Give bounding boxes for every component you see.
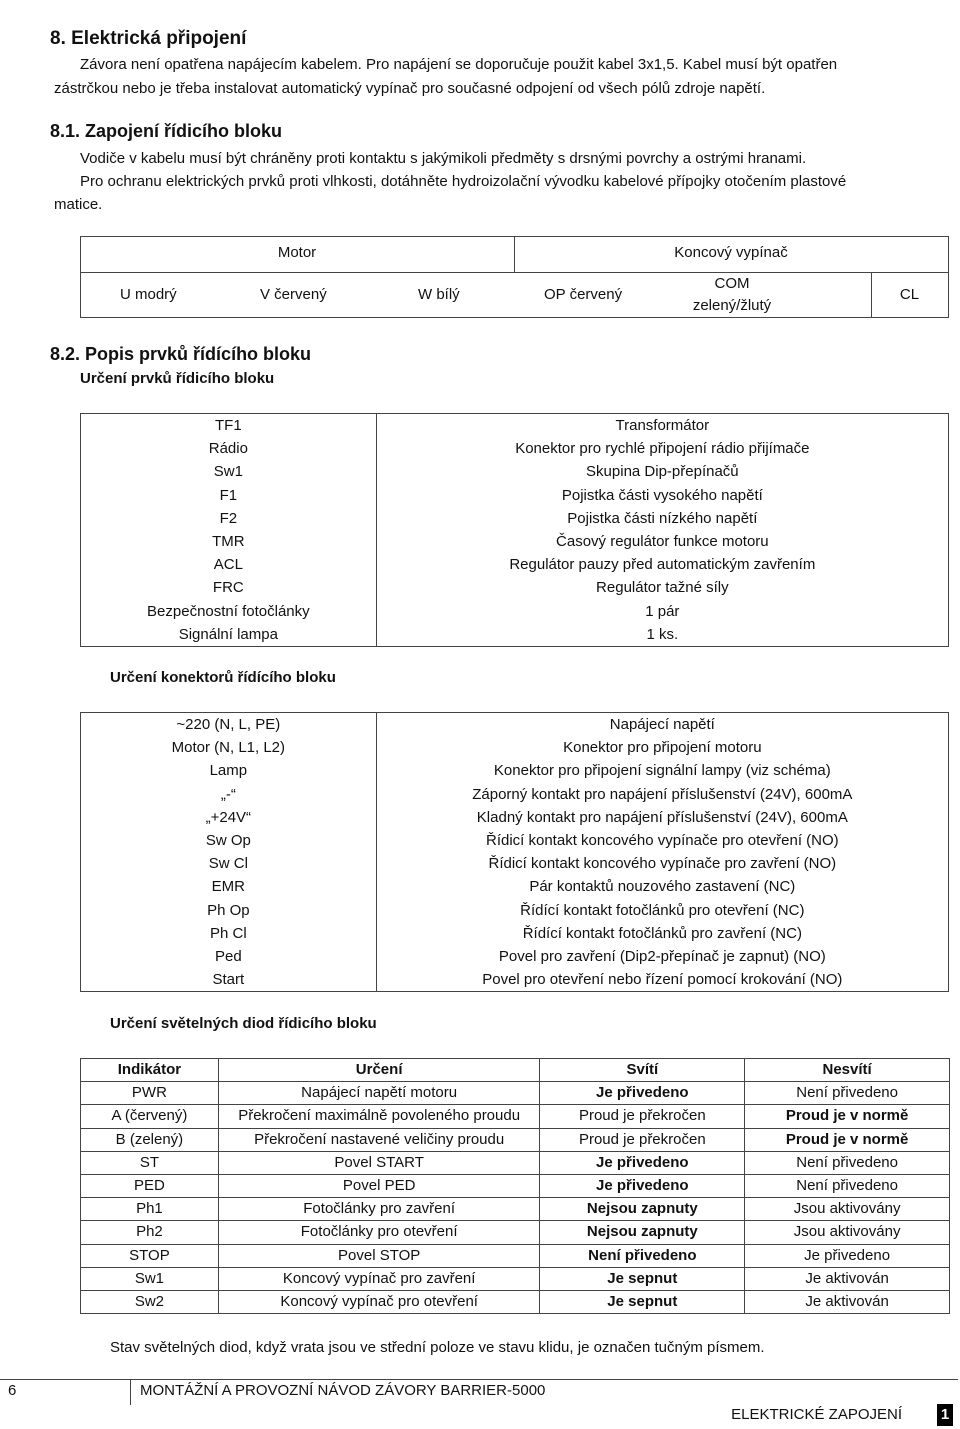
led-off-state: Jsou aktivovány — [745, 1221, 950, 1244]
paragraph-1: Vodiče v kabelu musí být chráněny proti kontaktu s jakýmikoli předměty s drsnými povrchy a ostrými hranami. — [80, 150, 807, 167]
table-row — [81, 829, 949, 852]
connector-description: Konektor pro připojení signální lampy (viz schéma) — [376, 759, 948, 782]
led-indicator: PWR — [81, 1082, 219, 1105]
led-col-purpose: Určení — [218, 1059, 540, 1082]
table-row — [81, 437, 949, 460]
connector-key: ~220 (N, L, PE) — [81, 713, 377, 737]
led-off-state: Je přivedeno — [745, 1244, 950, 1267]
intro-line-1: Závora není opatřena napájecím kabelem. Pro napájení se doporučuje použit kabel 3x1,5. Kabel musí být opatřen — [80, 56, 838, 73]
led-purpose: Koncový vypínač pro otevření — [218, 1290, 540, 1313]
element-description: 1 ks. — [376, 623, 948, 647]
element-description: Regulátor tažné síly — [376, 576, 948, 599]
element-key: FRC — [81, 576, 377, 599]
element-description: Pojistka části vysokého napětí — [376, 484, 948, 507]
led-indicator: ST — [81, 1151, 219, 1174]
element-key: Signální lampa — [81, 623, 377, 647]
table-row — [81, 553, 949, 576]
table-row — [81, 759, 949, 782]
connector-description: Řídící kontakt fotočlánků pro zavření (NC) — [376, 922, 948, 945]
led-table — [80, 1058, 950, 1314]
footer-chapter-number: 1 — [937, 1404, 953, 1426]
led-off-state: Je aktivován — [745, 1290, 950, 1313]
element-key: TF1 — [81, 414, 377, 438]
footer-manual-title: MONTÁŽNÍ A PROVOZNÍ NÁVOD ZÁVORY BARRIER-5000 — [140, 1382, 546, 1399]
element-description: Konektor pro rychlé připojení rádio přijímače — [376, 437, 948, 460]
element-description: 1 pár — [376, 600, 948, 623]
table-row — [81, 1128, 950, 1151]
table-row — [81, 600, 949, 623]
table-row — [81, 1082, 950, 1105]
motor-header: Motor — [277, 244, 317, 261]
element-description: Skupina Dip-přepínačů — [376, 460, 948, 483]
connector-description: Záporný kontakt pro napájení příslušenství (24V), 600mA — [376, 783, 948, 806]
led-on-state: Je přivedeno — [540, 1082, 745, 1105]
led-purpose: Povel PED — [218, 1174, 540, 1197]
led-indicator: A (červený) — [81, 1105, 219, 1128]
table-row — [81, 507, 949, 530]
table-row — [81, 1151, 950, 1174]
table-row — [81, 736, 949, 759]
wire-com: COM — [714, 275, 750, 292]
led-on-state: Proud je překročen — [540, 1105, 745, 1128]
led-on-state: Nejsou zapnuty — [540, 1198, 745, 1221]
element-description: Časový regulátor funkce motoru — [376, 530, 948, 553]
connector-key: Motor (N, L1, L2) — [81, 736, 377, 759]
led-off-state: Proud je v normě — [745, 1128, 950, 1151]
led-purpose: Překročení nastavené veličiny proudu — [218, 1128, 540, 1151]
led-col-on: Svítí — [540, 1059, 745, 1082]
connector-description: Řídicí kontakt koncového vypínače pro otevření (NO) — [376, 829, 948, 852]
connector-description: Povel pro otevření nebo řízení pomocí krokování (NO) — [376, 968, 948, 992]
footer-divider — [0, 1379, 958, 1380]
table-row — [81, 922, 949, 945]
table-row — [81, 1290, 950, 1313]
table-row — [81, 414, 949, 438]
table-row — [81, 530, 949, 553]
led-on-state: Je sepnut — [540, 1290, 745, 1313]
section-8-1-title: 8.1. Zapojení řídicího bloku — [50, 121, 283, 141]
table-row — [81, 460, 949, 483]
wire-u: U modrý — [120, 286, 177, 303]
table-row — [81, 899, 949, 922]
footer-page-number: 6 — [8, 1382, 17, 1399]
table-row — [81, 1174, 950, 1197]
led-purpose: Povel START — [218, 1151, 540, 1174]
table-row — [81, 875, 949, 898]
led-on-state: Je sepnut — [540, 1267, 745, 1290]
connector-key: Sw Op — [81, 829, 377, 852]
led-note: Stav světelných diod, když vrata jsou ve střední poloze ve stavu klidu, je označen tučným písmem. — [110, 1339, 765, 1356]
led-off-state: Proud je v normě — [745, 1105, 950, 1128]
paragraph-2-line-2: matice. — [54, 196, 103, 213]
table-row — [81, 1105, 950, 1128]
connector-key: Ph Op — [81, 899, 377, 922]
element-description: Regulátor pauzy před automatickým zavřením — [376, 553, 948, 576]
element-description: Pojistka části nízkého napětí — [376, 507, 948, 530]
connector-description: Pár kontaktů nouzového zastavení (NC) — [376, 875, 948, 898]
led-indicator: Ph1 — [81, 1198, 219, 1221]
element-key: Bezpečnostní fotočlánky — [81, 600, 377, 623]
paragraph-2-line-1: Pro ochranu elektrických prvků proti vlhkosti, dotáhněte hydroizolační vývodku kabelové přípojky otočením plastové — [80, 173, 847, 190]
connector-key: Ph Cl — [81, 922, 377, 945]
led-indicator: Sw1 — [81, 1267, 219, 1290]
led-indicator: Sw2 — [81, 1290, 219, 1313]
led-on-state: Není přivedeno — [540, 1244, 745, 1267]
element-key: Rádio — [81, 437, 377, 460]
led-on-state: Proud je překročen — [540, 1128, 745, 1151]
led-on-state: Je přivedeno — [540, 1174, 745, 1197]
table-row — [81, 783, 949, 806]
led-purpose: Napájecí napětí motoru — [218, 1082, 540, 1105]
led-on-state: Je přivedeno — [540, 1151, 745, 1174]
table-row — [81, 1221, 950, 1244]
led-indicator: Ph2 — [81, 1221, 219, 1244]
section-8-2-title: 8.2. Popis prvků řídícího bloku — [50, 344, 312, 364]
connectors-table — [80, 712, 949, 992]
led-purpose: Povel STOP — [218, 1244, 540, 1267]
led-indicator: PED — [81, 1174, 219, 1197]
connectors-subtitle: Určení konektorů řídícího bloku — [110, 669, 336, 686]
element-key: TMR — [81, 530, 377, 553]
led-off-state: Je aktivován — [745, 1267, 950, 1290]
connector-key: EMR — [81, 875, 377, 898]
led-col-off: Nesvítí — [745, 1059, 950, 1082]
wire-op: OP červený — [544, 286, 623, 303]
table-row — [81, 1244, 950, 1267]
connector-description: Napájecí napětí — [376, 713, 948, 737]
connector-description: Řídicí kontakt koncového vypínače pro zavření (NO) — [376, 852, 948, 875]
element-key: Sw1 — [81, 460, 377, 483]
table-row — [81, 576, 949, 599]
connector-key: „-“ — [81, 783, 377, 806]
table-row — [81, 945, 949, 968]
wire-w: W bílý — [418, 286, 460, 303]
led-off-state: Jsou aktivovány — [745, 1198, 950, 1221]
table-row — [81, 713, 949, 737]
table-row — [81, 852, 949, 875]
led-off-state: Není přivedeno — [745, 1151, 950, 1174]
wire-cl: CL — [899, 286, 920, 303]
page-heading: 8. Elektrická připojení — [50, 28, 247, 49]
led-off-state: Není přivedeno — [745, 1082, 950, 1105]
connector-key: Ped — [81, 945, 377, 968]
connector-key: Lamp — [81, 759, 377, 782]
wire-v: V červený — [260, 286, 327, 303]
led-purpose: Koncový vypínač pro zavření — [218, 1267, 540, 1290]
footer-chapter: ELEKTRICKÉ ZAPOJENÍ — [731, 1406, 902, 1423]
wire-com-color: zelený/žlutý — [692, 297, 772, 314]
element-description: Transformátor — [376, 414, 948, 438]
element-key: F1 — [81, 484, 377, 507]
led-indicator: B (zelený) — [81, 1128, 219, 1151]
connector-description: Povel pro zavření (Dip2-přepínač je zapnut) (NO) — [376, 945, 948, 968]
leds-subtitle: Určení světelných diod řídicího bloku — [110, 1015, 377, 1032]
element-key: ACL — [81, 553, 377, 576]
table-row — [81, 484, 949, 507]
led-purpose: Fotočlánky pro otevření — [218, 1221, 540, 1244]
led-purpose: Fotočlánky pro zavření — [218, 1198, 540, 1221]
table-row — [81, 623, 949, 647]
elements-subtitle: Určení prvků řídicího bloku — [80, 370, 275, 387]
element-key: F2 — [81, 507, 377, 530]
connector-key: Sw Cl — [81, 852, 377, 875]
led-col-indicator: Indikátor — [81, 1059, 219, 1082]
connector-description: Kladný kontakt pro napájení příslušenství (24V), 600mA — [376, 806, 948, 829]
connector-key: Start — [81, 968, 377, 992]
connector-key: „+24V“ — [81, 806, 377, 829]
led-purpose: Překročení maximálně povoleného proudu — [218, 1105, 540, 1128]
led-on-state: Nejsou zapnuty — [540, 1221, 745, 1244]
led-off-state: Není přivedeno — [745, 1174, 950, 1197]
wiring-table — [80, 236, 949, 318]
limit-switch-header: Koncový vypínač — [674, 244, 788, 261]
footer-separator — [130, 1379, 131, 1405]
elements-table — [80, 413, 949, 647]
table-row — [81, 1267, 950, 1290]
intro-line-2: zástrčkou nebo je třeba instalovat automatický vypínač pro současné odpojení od všech pólů zdroje napětí. — [54, 80, 766, 97]
table-row — [81, 968, 949, 992]
led-indicator: STOP — [81, 1244, 219, 1267]
connector-description: Řídící kontakt fotočlánků pro otevření (NC) — [376, 899, 948, 922]
connector-description: Konektor pro připojení motoru — [376, 736, 948, 759]
table-row — [81, 1198, 950, 1221]
table-row — [81, 806, 949, 829]
